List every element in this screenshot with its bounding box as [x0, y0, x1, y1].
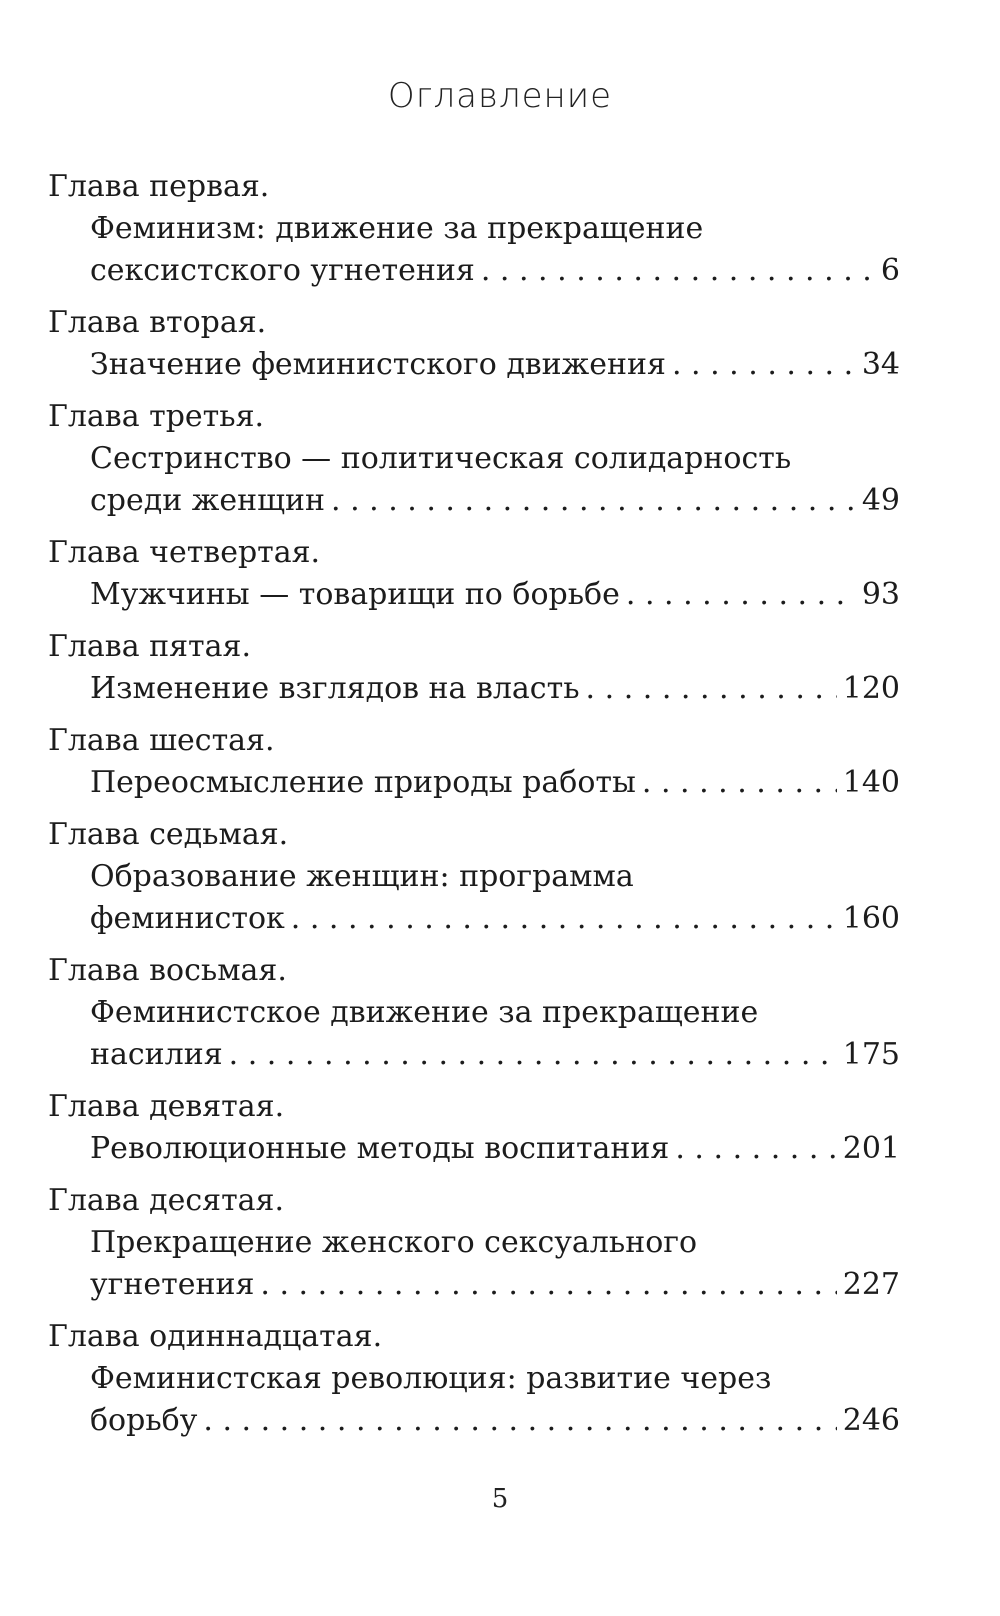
chapter-label: Глава четвертая.	[48, 535, 321, 570]
chapter-label: Глава третья.	[48, 399, 265, 434]
chapter-label: Глава десятая.	[48, 1183, 285, 1218]
toc-entry	[48, 626, 900, 710]
dot-leader	[626, 574, 856, 616]
chapter-title-line: Мужчины — товарищи по борьбе	[90, 577, 620, 612]
chapter-title-row	[90, 762, 900, 804]
chapter-title	[48, 438, 900, 522]
dot-leader	[203, 1400, 836, 1442]
chapter-title-row	[90, 480, 900, 522]
toc-entry	[48, 532, 900, 616]
chapter-page-number: 227	[842, 1267, 900, 1302]
chapter-title-line: насилия	[90, 1037, 223, 1072]
chapter-title-line: Образование женщин: программа	[90, 859, 634, 894]
toc-entry	[48, 302, 900, 386]
chapter-page-number: 140	[842, 765, 900, 800]
chapter-title	[48, 344, 900, 386]
chapter-title-row	[90, 668, 900, 710]
chapter-title-row	[90, 1400, 900, 1442]
toc-entry	[48, 1086, 900, 1170]
chapter-title-row	[90, 250, 900, 292]
chapter-title	[48, 574, 900, 616]
chapter-title	[48, 668, 900, 710]
chapter-label: Глава первая.	[48, 169, 270, 204]
chapter-title-line: Феминистское движение за прекращение	[90, 995, 759, 1030]
chapter-label: Глава пятая.	[48, 629, 251, 664]
dot-leader	[229, 1034, 837, 1076]
chapter-title	[48, 1128, 900, 1170]
chapter-title-line: борьбу	[90, 1403, 198, 1438]
chapter-title-line: Сестринство — политическая солидарность	[90, 441, 792, 476]
chapter-title-line: Прекращение женского сексуального	[90, 1225, 698, 1260]
chapter-title	[48, 1358, 900, 1442]
chapter-page-number: 120	[842, 671, 900, 706]
chapter-title-row	[90, 1128, 900, 1170]
chapter-title-line: Значение феминистского движения	[90, 347, 666, 382]
dot-leader	[672, 344, 856, 386]
chapter-title-line: Переосмысление природы работы	[90, 765, 636, 800]
chapter-page-number: 160	[842, 901, 900, 936]
dot-leader	[291, 898, 837, 940]
chapter-page-number: 6	[880, 253, 900, 288]
chapter-title-row	[90, 1264, 900, 1306]
dot-leader	[260, 1264, 836, 1306]
chapter-label: Глава седьмая.	[48, 817, 289, 852]
chapter-title-row	[90, 898, 900, 940]
chapter-title-line: феминисток	[90, 901, 285, 936]
chapter-title-row	[90, 344, 900, 386]
chapter-label: Глава шестая.	[48, 723, 275, 758]
chapter-title-line: Феминизм: движение за прекращение	[90, 211, 704, 246]
toc-entry	[48, 950, 900, 1076]
chapter-title-line: сексистского угнетения	[90, 253, 475, 288]
table-of-contents	[48, 166, 900, 1452]
chapter-title-row	[90, 574, 900, 616]
toc-entry	[48, 396, 900, 522]
chapter-page-number: 34	[861, 347, 900, 382]
dot-leader	[586, 668, 837, 710]
chapter-label: Глава вторая.	[48, 305, 267, 340]
dot-leader	[675, 1128, 836, 1170]
chapter-title	[48, 208, 900, 292]
chapter-title-line: угнетения	[90, 1267, 255, 1302]
toc-entry	[48, 814, 900, 940]
toc-heading: Оглавление	[387, 76, 613, 116]
chapter-page-number: 49	[861, 483, 900, 518]
chapter-label: Глава одиннадцатая.	[48, 1319, 383, 1354]
toc-entry	[48, 1180, 900, 1306]
chapter-title-row	[90, 1034, 900, 1076]
chapter-title-line: Революционные методы воспитания	[90, 1131, 670, 1166]
chapter-title	[48, 856, 900, 940]
page-number-footer: 5	[491, 1484, 509, 1514]
chapter-page-number: 246	[842, 1403, 900, 1438]
chapter-page-number: 93	[861, 577, 900, 612]
chapter-page-number: 201	[842, 1131, 900, 1166]
dot-leader	[481, 250, 875, 292]
chapter-label: Глава девятая.	[48, 1089, 285, 1124]
toc-entry	[48, 1316, 900, 1442]
dot-leader	[642, 762, 837, 804]
dot-leader	[331, 480, 856, 522]
chapter-title	[48, 992, 900, 1076]
chapter-label: Глава восьмая.	[48, 953, 287, 988]
toc-entry	[48, 166, 900, 292]
chapter-title	[48, 762, 900, 804]
chapter-title-line: среди женщин	[90, 483, 325, 518]
toc-entry	[48, 720, 900, 804]
chapter-page-number: 175	[842, 1037, 900, 1072]
chapter-title-line: Феминистская революция: развитие через	[90, 1361, 772, 1396]
chapter-title-line: Изменение взглядов на власть	[90, 671, 580, 706]
chapter-title	[48, 1222, 900, 1306]
